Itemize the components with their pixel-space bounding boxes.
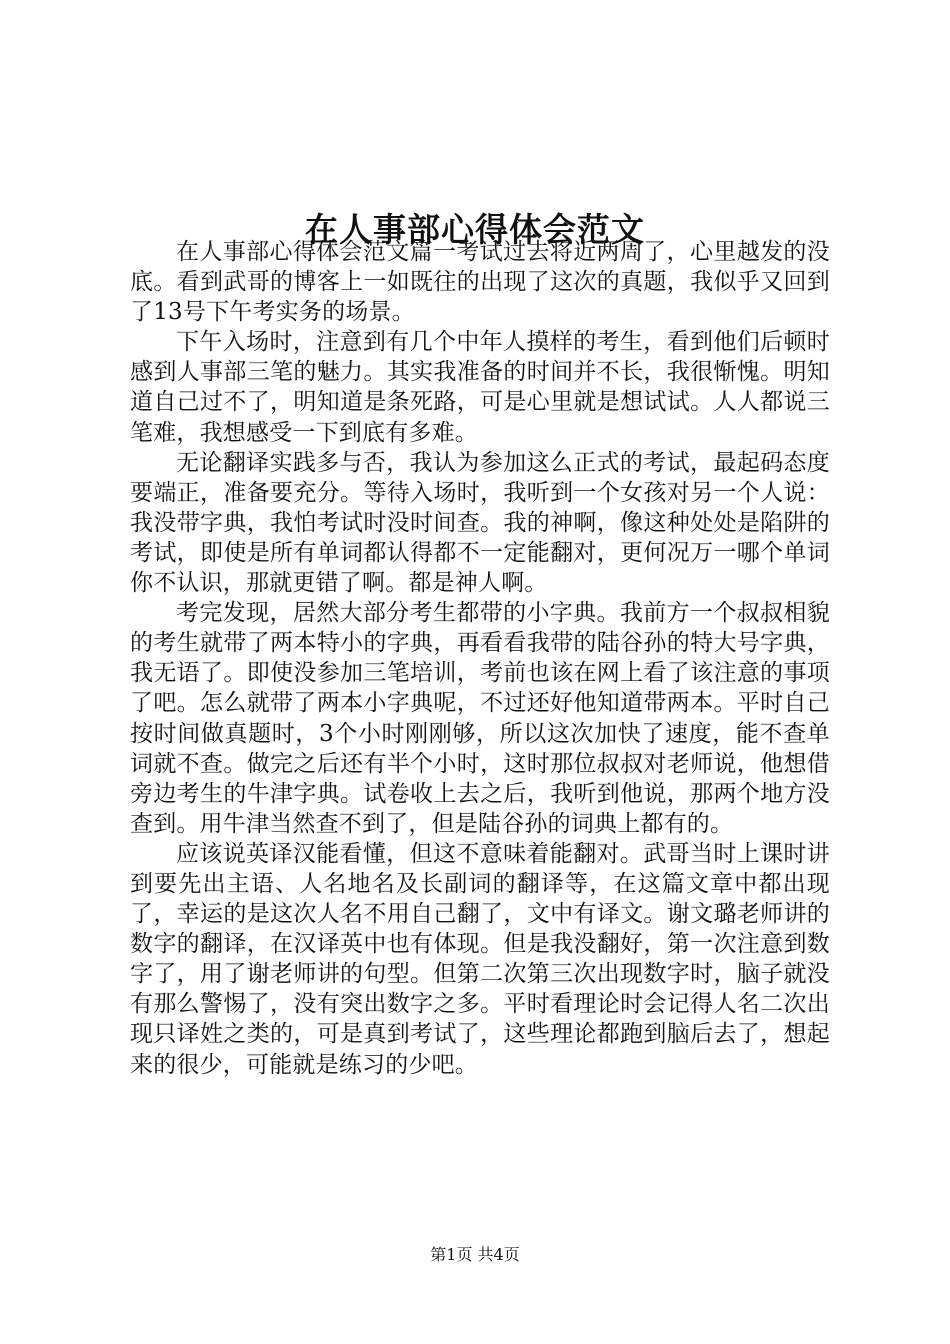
document-body xyxy=(130,237,830,1080)
paragraph-3: 无论翻译实践多与否，我认为参加这么正式的考试，最起码态度要端正，准备要充分。等待入场时，我听到一个女孩对另一个人说：我没带字典，我怕考试时没时间查。我的神啊，像这种处处是陷阱的考试，即使是所有单词都认得都不一定能翻对，更何况万一哪个单词你不认识，那就更错了啊。都是神人啊。 xyxy=(130,449,830,597)
page-number-footer: 第1页 共4页 xyxy=(430,1245,520,1264)
paragraph-4: 考完发现，居然大部分考生都带的小字典。我前方一个叔叔相貌的考生就带了两本特小的字典，再看看我带的陆谷孙的特大号字典，我无语了。即使没参加三笔培训，考前也该在网上看了该注意的事项了吧。怎么就带了两本小字典呢，不过还好他知道带两本。平时自己按时间做真题时，3个小时刚刚够，所以这次加快了速度，能不查单词就不查。做完之后还有半个小时，这时那位叔叔对老师说，他想借旁边考生的牛津字典。试卷收上去之后，我听到他说，那两个地方没查到。用牛津当然查不到了，但是陆谷孙的词典上都有的。 xyxy=(130,600,830,837)
paragraph-1: 在人事部心得体会范文篇一考试过去将近两周了，心里越发的没底。看到武哥的博客上一如既往的出现了这次的真题，我似乎又回到了13号下午考实务的场景。 xyxy=(130,239,830,326)
page-title: 在人事部心得体会范文 xyxy=(305,210,645,250)
paragraph-5: 应该说英译汉能看懂，但这不意味着能翻对。武哥当时上课时讲到要先出主语、人名地名及长副词的翻译等，在这篇文章中都出现了，幸运的是这次人名不用自己翻了，文中有译文。谢文璐老师讲的数字的翻译，在汉译英中也有体现。但是我没翻好，第一次注意到数字了，用了谢老师讲的句型。但第二次第三次出现数字时，脑子就没有那么警惕了，没有突出数字之多。平时看理论时会记得人名二次出现只译姓之类的，可是真到考试了，这些理论都跑到脑后去了，想起来的很少，可能就是练习的少吧。 xyxy=(130,840,830,1078)
paragraph-2: 下午入场时，注意到有几个中年人摸样的考生，看到他们后顿时感到人事部三笔的魅力。其实我准备的时间并不长，我很惭愧。明知道自己过不了，明知道是条死路，可是心里就是想试试。人人都说三笔难，我想感受一下到底有多难。 xyxy=(130,329,830,446)
